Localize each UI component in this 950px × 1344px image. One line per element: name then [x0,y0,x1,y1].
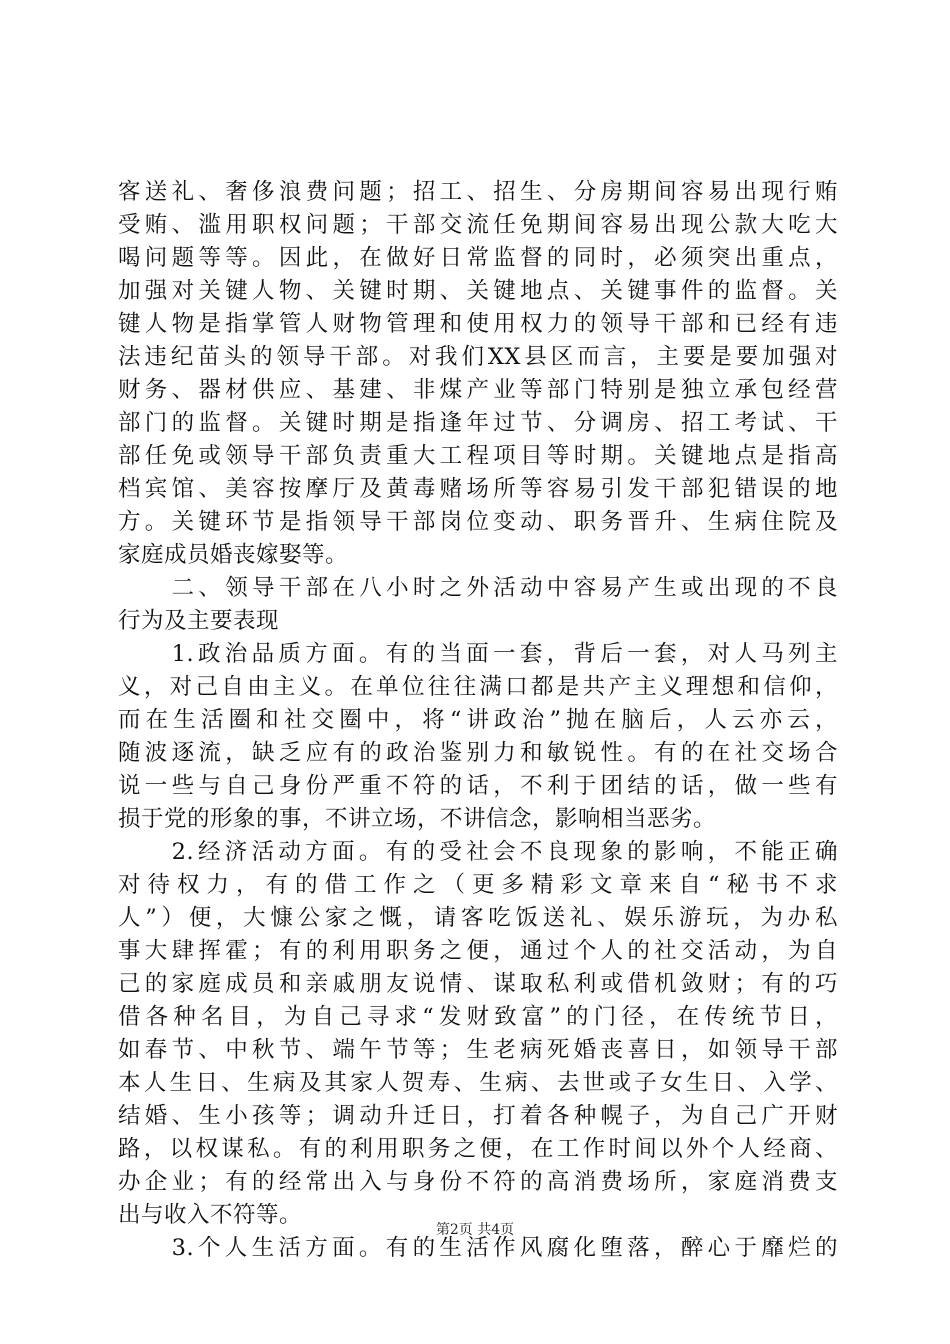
text-line: 说一些与自己身份严重不符的话，不利于团结的话，做一些有 [118,773,838,799]
text-line: 路，以权谋私。有的利用职务之便，在工作时间以外个人经商、 [118,1136,838,1162]
text-line: 法违纪苗头的领导干部。对我们XX县区而言，主要是要加强对 [118,344,838,370]
text-line: 义，对己自由主义。在单位往往满口都是共产主义理想和信仰， [118,674,838,700]
text-line: 结婚、生小孩等；调动升迁日，打着各种幌子，为自己广开财 [118,1103,838,1129]
text-line: 借各种名目，为自己寻求“发财致富”的门径，在传统节日， [118,1004,838,1030]
text-line: 客送礼、奢侈浪费问题；招工、招生、分房期间容易出现行贿 [118,179,838,205]
text-line: 部门的监督。关键时期是指逢年过节、分调房、招工考试、干 [118,410,838,436]
text-line: 受贿、滥用职权问题；干部交流任免期间容易出现公款大吃大 [118,212,838,238]
text-line: 人”）便，大慷公家之慨，请客吃饭送礼、娱乐游玩，为办私 [118,905,838,931]
text-line: 对待权力，有的借工作之（更多精彩文章来自“秘书不求 [118,872,838,898]
text-line: 方。关键环节是指领导干部岗位变动、职务晋升、生病住院及 [118,509,838,535]
text-line: 加强对关键人物、关键时期、关键地点、关键事件的监督。关 [118,278,838,304]
text-line: 事大肆挥霍；有的利用职务之便，通过个人的社交活动，为自 [118,938,838,964]
text-line: 财务、器材供应、基建、非煤产业等部门特别是独立承包经营 [118,377,838,403]
page-footer: 第2页 共4页 [435,1222,515,1238]
text-line: 本人生日、生病及其家人贺寿、生病、去世或子女生日、入学、 [118,1070,838,1096]
text-line: 己的家庭成员和亲戚朋友说情、谋取私利或借机敛财；有的巧 [118,971,838,997]
text-line: 损于党的形象的事，不讲立场，不讲信念，影响相当恶劣。 [118,806,717,832]
text-line: 喝问题等等。因此，在做好日常监督的同时，必须突出重点， [118,245,838,271]
document-body [118,176,838,1265]
text-line: 1.政治品质方面。有的当面一套，背后一套，对人马列主 [118,641,838,667]
text-line: 3.个人生活方面。有的生活作风腐化堕落，醉心于靡烂的 [118,1235,838,1261]
text-line: 办企业；有的经常出入与身份不符的高消费场所，家庭消费支 [118,1169,838,1195]
text-line: 档宾馆、美容按摩厅及黄毒赌场所等容易引发干部犯错误的地 [118,476,838,502]
text-line: 键人物是指掌管人财物管理和使用权力的领导干部和已经有违 [118,311,838,337]
text-line: 行为及主要表现 [118,608,280,634]
text-line: 如春节、中秋节、端午节等；生老病死婚丧喜日，如领导干部 [118,1037,838,1063]
text-line: 2.经济活动方面。有的受社会不良现象的影响，不能正确 [118,839,838,865]
text-line: 而在生活圈和社交圈中，将“讲政治”抛在脑后，人云亦云， [118,707,838,733]
text-line: 部任免或领导干部负责重大工程项目等时期。关键地点是指高 [118,443,838,469]
text-line: 家庭成员婚丧嫁娶等。 [118,542,349,568]
text-line: 随波逐流，缺乏应有的政治鉴别力和敏锐性。有的在社交场合 [118,740,838,766]
text-line: 二、领导干部在八小时之外活动中容易产生或出现的不良 [118,575,838,601]
text-line: 出与收入不符等。 [118,1202,303,1228]
